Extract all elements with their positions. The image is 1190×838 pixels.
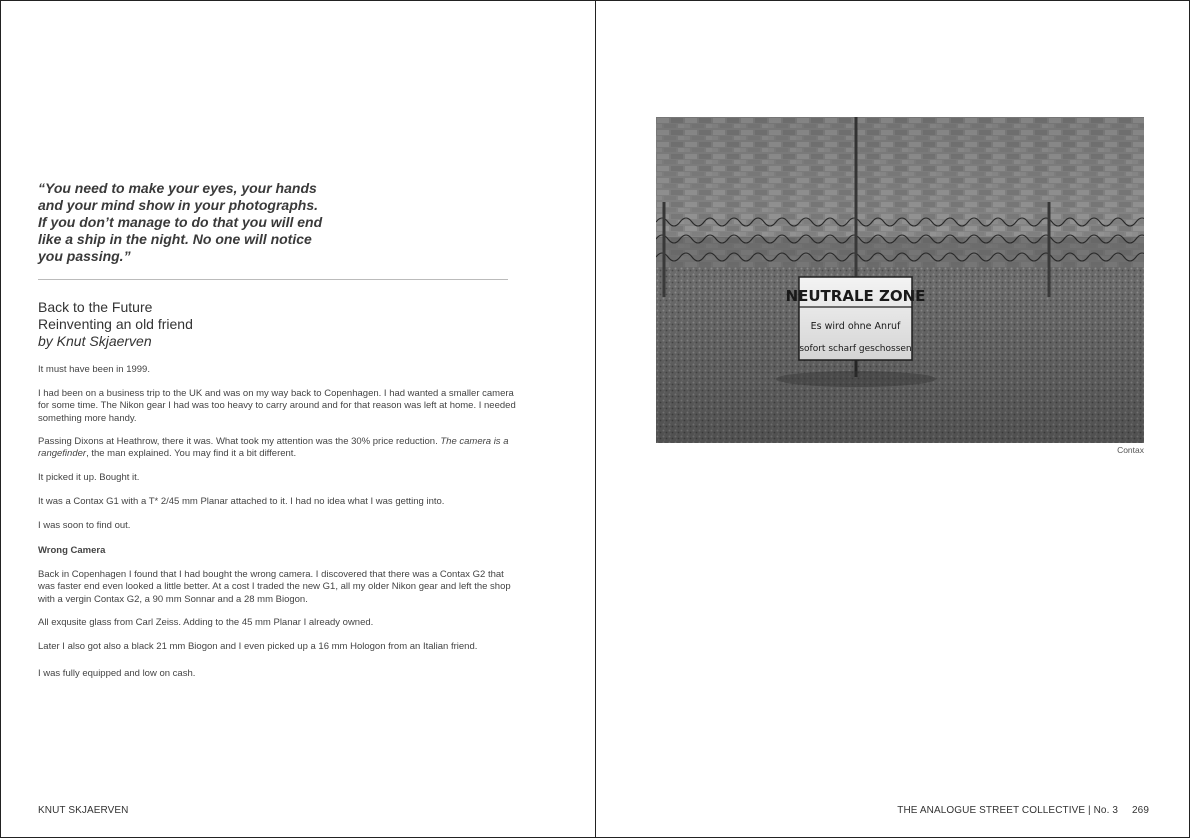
left-page [1, 1, 596, 837]
pull-quote-line: and your mind show in your photographs. [38, 197, 318, 213]
paragraph-text: Passing Dixons at Heathrow, there it was. What took my attention was the 30% price reduction. [38, 436, 441, 447]
article-byline: by Knut Skjaerven [38, 333, 152, 349]
photo-caption: Contax [1117, 445, 1144, 455]
pull-quote-line: If you don’t manage to do that you will end [38, 214, 323, 230]
paragraph: It was a Contax G1 with a T* 2/45 mm Planar attached to it. I had no idea what I was getting into. [38, 496, 445, 507]
page-number: 269 [1132, 805, 1149, 816]
pull-quote-line: you passing.” [38, 248, 131, 264]
paragraph: I had been on a business trip to the UK and was on my way back to Copenhagen. I had wanted a smaller camera for some time. The Nikon gear I had was too heavy to carry around and for that reason was left at home. I needed something more handy. [38, 388, 516, 424]
pull-quote-line: like a ship in the night. No one will notice [38, 231, 312, 247]
paragraph: All exqusite glass from Carl Zeiss. Adding to the 45 mm Planar I already owned. [38, 617, 374, 628]
paragraph: I was soon to find out. [38, 520, 131, 531]
footer-publication [897, 805, 1149, 816]
paragraph: Back in Copenhagen I found that I had bought the wrong camera. I discovered that there was a Contax G2 that was faster end even looked a little better. At a cost I traded the new G1, all my older Nikon gear and left the shop with a vergin Contax G2, a 90 mm Sonnar and a 28 mm Biogon. [38, 569, 511, 605]
right-page [596, 1, 1189, 837]
paragraph-emphasis: The camera is a rangefinder [38, 436, 509, 460]
footer-author: KNUT SKJAERVEN [38, 805, 129, 816]
publication-name: THE ANALOGUE STREET COLLECTIVE | No. 3 [897, 805, 1118, 816]
paragraph: Later I also got also a black 21 mm Biogon and I even picked up a 16 mm Hologon from an Italian friend. [38, 641, 478, 652]
divider [38, 279, 508, 280]
paragraph: I was fully equipped and low on cash. [38, 668, 196, 679]
paragraph [38, 436, 518, 461]
article-heading [38, 299, 193, 350]
pull-quote-line: “You need to make your eyes, your hands [38, 180, 317, 196]
article-subtitle: Reinventing an old friend [38, 316, 193, 332]
paragraph: It picked it up. Bought it. [38, 472, 140, 483]
article-title: Back to the Future [38, 299, 153, 315]
section-heading: Wrong Camera [38, 545, 106, 556]
paragraph-text: , the man explained. You may find it a bit different. [86, 448, 297, 460]
pull-quote [38, 180, 338, 265]
photograph [656, 117, 1144, 443]
paragraph: It must have been in 1999. [38, 364, 150, 375]
